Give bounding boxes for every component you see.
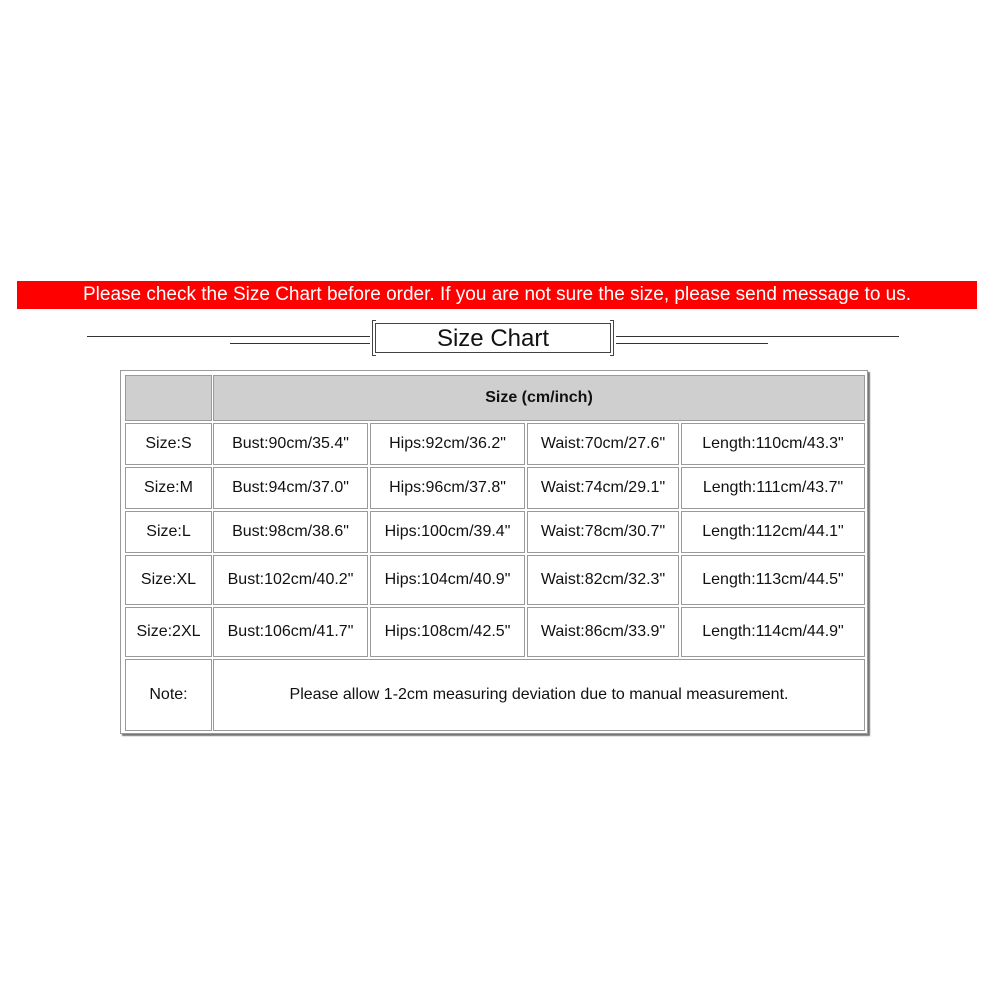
size-label-cell: Size:M: [125, 467, 212, 509]
note-text-cell: Please allow 1-2cm measuring deviation due to manual measurement.: [213, 659, 865, 731]
bust-cell: Bust:102cm/40.2": [213, 555, 368, 605]
title-rule-right-inner: [616, 343, 768, 344]
length-cell: Length:110cm/43.3": [681, 423, 865, 465]
note-label-cell: Note:: [125, 659, 212, 731]
length-cell: Length:111cm/43.7": [681, 467, 865, 509]
size-label-cell: Size:L: [125, 511, 212, 553]
bust-cell: Bust:94cm/37.0": [213, 467, 368, 509]
title-rule-right-outer: [616, 336, 899, 337]
waist-cell: Waist:70cm/27.6": [527, 423, 679, 465]
bust-cell: Bust:98cm/38.6": [213, 511, 368, 553]
waist-cell: Waist:74cm/29.1": [527, 467, 679, 509]
title-rule-left-outer: [87, 336, 370, 337]
size-label-cell: Size:XL: [125, 555, 212, 605]
corner-cell: [125, 375, 212, 421]
bust-cell: Bust:106cm/41.7": [213, 607, 368, 657]
title-rule-left-inner: [230, 343, 370, 344]
size-label-cell: Size:S: [125, 423, 212, 465]
waist-cell: Waist:82cm/32.3": [527, 555, 679, 605]
length-cell: Length:113cm/44.5": [681, 555, 865, 605]
length-cell: Length:112cm/44.1": [681, 511, 865, 553]
waist-cell: Waist:86cm/33.9": [527, 607, 679, 657]
hips-cell: Hips:104cm/40.9": [370, 555, 525, 605]
size-chart-table: [120, 370, 868, 734]
size-chart-title: Size Chart: [375, 323, 611, 353]
waist-cell: Waist:78cm/30.7": [527, 511, 679, 553]
hips-cell: Hips:100cm/39.4": [370, 511, 525, 553]
bust-cell: Bust:90cm/35.4": [213, 423, 368, 465]
hips-cell: Hips:92cm/36.2": [370, 423, 525, 465]
size-label-cell: Size:2XL: [125, 607, 212, 657]
hips-cell: Hips:96cm/37.8": [370, 467, 525, 509]
hips-cell: Hips:108cm/42.5": [370, 607, 525, 657]
notice-banner: Please check the Size Chart before order. If you are not sure the size, please send message to us.: [17, 281, 977, 309]
table-header: Size (cm/inch): [213, 375, 865, 421]
length-cell: Length:114cm/44.9": [681, 607, 865, 657]
